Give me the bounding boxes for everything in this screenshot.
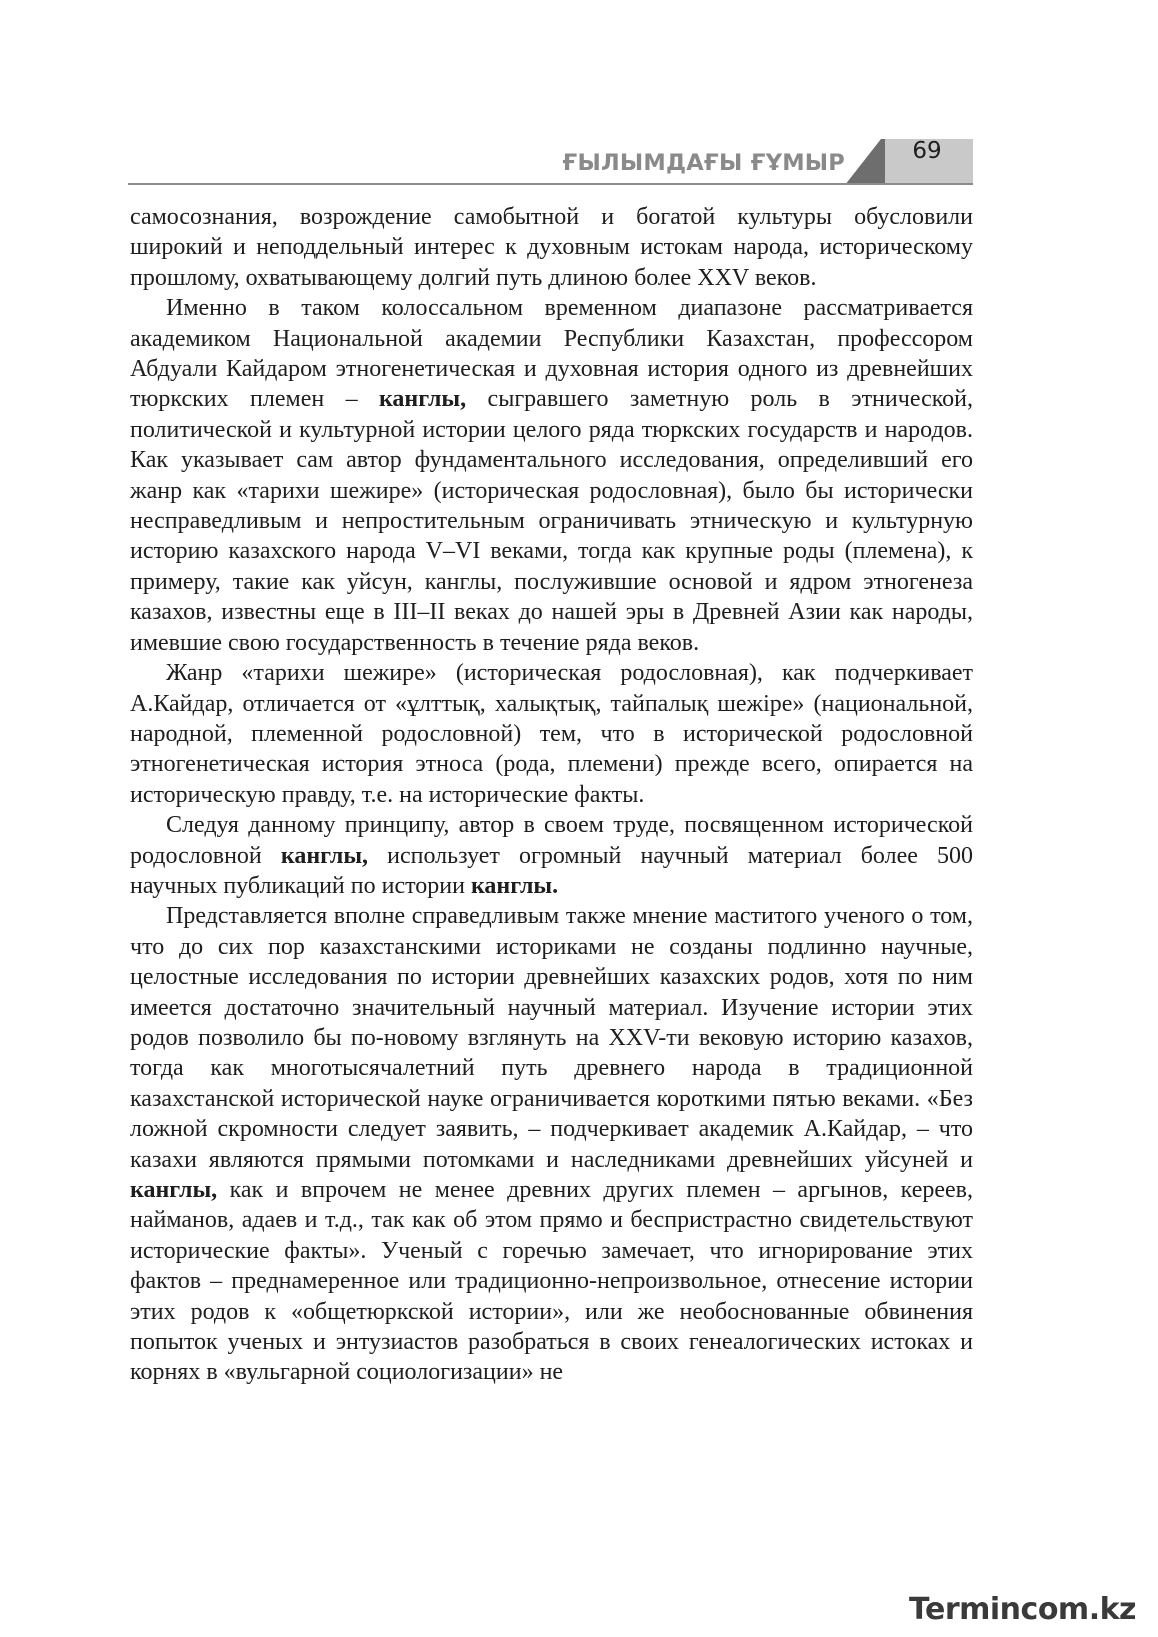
- paragraph: [130, 810, 973, 901]
- paragraph: [130, 901, 973, 1388]
- page-number: 69: [912, 138, 942, 164]
- paragraph: [130, 202, 973, 293]
- text-run: Следуя данному принципу, автор в своем труде, посвященном исторической родословной: [130, 812, 973, 869]
- running-header: [128, 136, 973, 186]
- text-run: Жанр «тарихи шежире» (историческая родословная), как подчеркивает А.Кайдар, отличается от «ұлттық, халықтық, тайпалық шежіре» (национальной, народной, племенной родословной) тем, что в исторической родословной этногенетическая история этноса (рода, племени) прежде всего, опирается на историческую правду, т.е. на исторические факты.: [130, 660, 973, 808]
- text-run: использует огромный научный материал более 500 научных публикаций по истории: [130, 842, 973, 899]
- body-text: [130, 202, 973, 1388]
- section-title: ҒЫЛЫМДАҒЫ ҒҰМЫР: [562, 150, 845, 176]
- paragraph: [130, 658, 973, 810]
- text-run: сыгравшего заметную роль в этнической, политической и культурной истории целого ряда тюркских государств и народов. Как указывает сам автор фундаментального исследования, определивший его жанр как «тарихи шежире» (историческая родословная), было бы исторически несправедливым и непростительным ограничивать этническую и культурную историю казахского народа V–VI веками, тогда как крупные роды (племена), к примеру, такие как уйсун, канглы, послужившие основой и ядром этногенеза казахов, известны еще в III–II веках до нашей эры в Древней Азии как народы, имевшие свою государственность в течение ряда веков.: [130, 386, 973, 656]
- text-run: Именно в таком колоссальном временном диапазоне рассматривается академиком Национальной академии Республики Казахстан, профессором Абдуали Кайдаром этногенетическая и духовная история одного из древнейших тюркских племен –: [130, 295, 973, 413]
- site-watermark: Termincom.kz: [909, 1592, 1136, 1627]
- bold-term: канглы,: [378, 386, 467, 413]
- paragraph: [130, 293, 973, 658]
- text-run: как и впрочем не менее древних других племен – аргынов, кереев, найманов, адаев и т.д., так как об этом прямо и беспристрастно свидетельствуют исторические факты». Ученый с горечью замечает, что игнорирование этих фактов – преднамеренное или традиционно-непроизвольное, отнесение истории этих родов к «общетюркской истории», или же необоснованные обвинения попыток ученых и энтузиастов разобраться в своих генеалогических истоках и корнях в «вульгарной социологизации» не: [130, 1177, 973, 1386]
- bold-term: канглы,: [130, 1177, 218, 1203]
- header-rule: [128, 183, 973, 185]
- text-run: Представляется вполне справедливым также мнение маститого ученого о том, что до сих пор казахстанскими историками не созданы подлинно научные, целостные исследования по истории древнейших казахских родов, хотя по ним имеется достаточно значительный научный материал. Изучение истории этих родов позволило бы по-новому взглянуть на XXV-ти вековую историю казахов, тогда как многотысячалетний путь древнего народа в традиционной казахстанской исторической науке ограничивается короткими пятью веками. «Без ложной скромности следует заявить, – подчеркивает академик А.Кайдар, – что казахи являются прямыми потомками и наследниками древнейших уйсуней и: [130, 903, 973, 1173]
- text-run: самосознания, возрождение самобытной и богатой культуры обусловили широкий и неподдельный интерес к духовным истокам народа, историческому прошлому, охватывающему долгий путь длиною более XXV веков.: [130, 204, 973, 291]
- bold-term: канглы,: [280, 842, 369, 869]
- bold-term: канглы.: [470, 872, 559, 899]
